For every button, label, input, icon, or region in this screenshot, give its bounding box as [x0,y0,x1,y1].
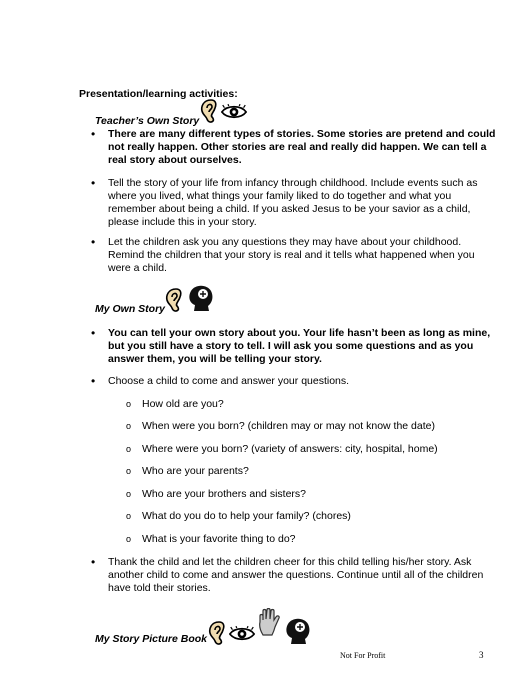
sub-bullet-marker: o [126,466,132,476]
question-item [126,488,306,500]
paragraph: Tell the story of your life from infancy through childhood. Include events such as where you lived, what things your family liked to do together and what you remember about being a child. If you asked Jesus to be your savior as a child, please include this in your story. [108,177,478,228]
paragraph: Let the children ask you any questions they may have about your childhood. Remind the children that your story is real and it tells what happened when you were a child. [108,236,475,274]
head-thinking-icon [186,283,214,313]
section-title-my-story-picture-book: My Story Picture Book [95,633,208,645]
section-icons [164,283,214,313]
section-icons [207,608,311,646]
section-title-teachers-own-story: Teacher’s Own Story [95,115,200,127]
hand-icon [257,608,281,636]
bullet-marker: • [91,326,96,340]
paragraph: You can tell your own story about you. Your life hasn’t been as long as mine, but you still have a story to tell. I will ask you some questions and as you answer them, you will be telling your story. [108,327,491,365]
question-text: When were you born? (children may or may not know the date) [142,420,435,432]
bullet-marker: • [91,235,96,249]
paragraph: There are many different types of stories. Some stories are pretend and could not really happen. Other stories are real and really did happen. We can tell a real story about ourselves. [108,128,496,166]
sub-bullet-marker: o [126,489,132,499]
question-text: What is your favorite thing to do? [142,533,296,545]
eye-icon [221,103,247,121]
question-text: Who are your parents? [142,465,249,477]
question-item [126,465,249,477]
bullet-marker: • [91,555,96,569]
paragraph: Thank the child and let the children cheer for this child telling his/her story. Ask another child to come and answer the questions. Continue until all of the children have told their stories. [108,556,484,594]
sub-bullet-marker: o [126,399,132,409]
question-text: Where were you born? (variety of answers: city, hospital, home) [142,443,438,455]
eye-icon [229,625,255,643]
page-heading: Presentation/learning activities: [79,88,238,100]
section-title-my-own-story: My Own Story [95,303,166,315]
bullet-marker: • [91,127,96,141]
sub-bullet-marker: o [126,511,132,521]
paragraph: Choose a child to come and answer your questions. [108,375,350,387]
ear-icon [164,287,184,313]
sub-bullet-marker: o [126,444,132,454]
bullet-marker: • [91,176,96,190]
question-item [126,398,224,410]
question-text: What do you do to help your family? (chores) [142,510,351,522]
question-text: How old are you? [142,398,224,410]
question-item [126,420,435,432]
question-item [126,510,351,522]
head-thinking-icon [283,616,311,646]
question-item [126,533,296,545]
ear-icon [207,620,227,646]
footer-note: Not For Profit [340,651,386,660]
question-text: Who are your brothers and sisters? [142,488,306,500]
section-icons [199,98,247,124]
page-number: 3 [479,650,484,660]
bullet-marker: • [91,374,96,388]
sub-bullet-marker: o [126,421,132,431]
sub-bullet-marker: o [126,534,132,544]
question-item [126,443,438,455]
ear-icon [199,98,219,124]
